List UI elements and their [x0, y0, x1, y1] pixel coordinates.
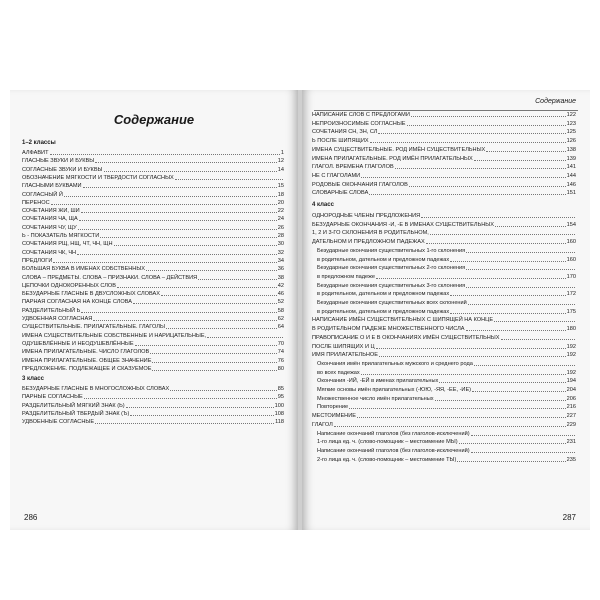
toc-entry[interactable] — [312, 439, 576, 445]
dot-leader — [126, 407, 274, 408]
toc-entry-label: ОДНОРОДНЫЕ ЧЛЕНЫ ПРЕДЛОЖЕНИЯ — [312, 213, 421, 219]
toc-entry-label: Безударные окончания существительных всех склонений — [317, 300, 467, 306]
toc-entry-label: ПОСЛЕ ШИПЯЩИХ И Ц — [312, 343, 375, 350]
toc-entry-label: СЛОВА – ПРЕДМЕТЫ. СЛОВА – ПРИЗНАКИ. СЛОВА – ДЕЙСТВИЯ — [22, 274, 198, 281]
toc-entry[interactable] — [312, 248, 576, 254]
toc-entry-label: ПАРНАЯ СОГЛАСНАЯ НА КОНЦЕ СЛОВА — [22, 299, 132, 306]
toc-entry-label: СОЧЕТАНИЯ ЧУ, ЩУ — [22, 224, 77, 231]
toc-entry-label: в родительном, дательном и предложном падежах — [317, 308, 450, 315]
toc-entry-label: НЕПРОИЗНОСИМЫЕ СОГЛАСНЫЕ — [312, 120, 406, 127]
toc-entry-page: 108 — [274, 411, 284, 417]
dot-leader — [495, 226, 566, 227]
dot-leader — [450, 295, 566, 296]
dot-leader — [426, 243, 566, 244]
dot-leader — [379, 356, 566, 357]
toc-entry-page: 95 — [277, 394, 284, 401]
dot-leader — [361, 374, 566, 375]
page-number-left: 286 — [24, 513, 38, 522]
toc-entry[interactable] — [22, 283, 284, 289]
toc-entry[interactable] — [22, 308, 284, 314]
toc-entry-page: 42 — [277, 282, 284, 289]
toc-entry-page: 46 — [277, 291, 284, 298]
toc-entry[interactable] — [22, 192, 284, 198]
dot-leader — [421, 217, 575, 218]
dot-leader — [450, 313, 566, 314]
toc-entry-label: АЛФАВИТ — [22, 150, 49, 156]
toc-entry-page: 76 — [277, 357, 284, 364]
toc-entry-label: В РОДИТЕЛЬНОМ ПАДЕЖЕ МНОЖЕСТВЕННОГО ЧИСЛА — [312, 326, 465, 333]
toc-entry-page: 85 — [277, 386, 284, 393]
toc-entry[interactable] — [22, 386, 284, 392]
dot-leader — [474, 160, 566, 161]
dot-leader — [146, 270, 277, 271]
toc-entry-page: 229 — [566, 421, 576, 428]
toc-entry-page: 192 — [566, 352, 576, 359]
toc-entry-label: Окончания -ИЙ, -ЕЙ в именах прилагательных — [317, 378, 439, 385]
toc-entry-label: в родительном, дательном и предложном падежах — [317, 256, 450, 263]
dot-leader — [370, 142, 566, 143]
toc-entry-page: 80 — [277, 365, 284, 372]
toc-entry[interactable] — [22, 419, 284, 425]
toc-entry[interactable] — [312, 387, 576, 393]
toc-entry-label: Безударные окончания существительных 2-го склонения — [317, 265, 466, 272]
dot-leader — [170, 390, 277, 391]
toc-entry-page: 70 — [277, 340, 284, 347]
toc-entry[interactable] — [312, 283, 576, 289]
toc-entry-page: 151 — [566, 190, 576, 197]
toc-entry-page: 64 — [277, 324, 284, 331]
toc-entry-label: Множественное число имён прилагательных — [317, 395, 434, 402]
toc-entry-page: 18 — [277, 191, 284, 198]
toc-entry-label: ОДУШЕВЛЁННЫЕ И НЕОДУШЕВЛЁННЫЕ — [22, 340, 134, 347]
toc-entry[interactable] — [22, 266, 284, 272]
toc-entry-label: ИМЕНА ПРИЛАГАТЕЛЬНЫЕ. ОБЩЕЕ ЗНАЧЕНИЕ — [22, 357, 152, 364]
toc-entry-page: 216 — [566, 404, 576, 411]
toc-entry-label: 1-го лица ед. ч. (слово-помощник – местоимение МЫ) — [317, 439, 458, 446]
toc-entry[interactable] — [312, 265, 576, 271]
section-heading: 4 класс — [312, 202, 334, 208]
toc-entry-page: 30 — [277, 241, 284, 248]
toc-entry-page: 192 — [566, 369, 576, 376]
dot-leader — [83, 187, 277, 188]
toc-entry[interactable] — [312, 309, 576, 315]
toc-entry-label: ИМЕНА СУЩЕСТВИТЕЛЬНЫЕ. РОД ИМЁН СУЩЕСТВИТЕЛЬНЫХ — [312, 146, 486, 153]
dot-leader — [95, 423, 274, 424]
dot-leader — [95, 162, 277, 163]
toc-entry-page: 32 — [277, 249, 284, 256]
toc-entry-label: БЕЗУДАРНЫЕ ГЛАСНЫЕ В МНОГОСЛОЖНЫХ СЛОВАХ — [22, 386, 170, 393]
toc-entry-label: ИМЕНА ПРИЛАГАТЕЛЬНЫЕ. ЧИСЛО ГЛАГОЛОВ — [22, 349, 150, 356]
toc-entry-label: 1, 2 И 3-ГО СКЛОНЕНИЯ В РОДИТЕЛЬНОМ, — [312, 230, 429, 237]
right-page — [302, 90, 590, 530]
toc-entry[interactable] — [22, 216, 284, 222]
toc-entry[interactable] — [312, 300, 576, 306]
toc-entry-label: СОЧЕТАНИЯ СН, ЗН, СЛ — [312, 129, 378, 136]
toc-entry[interactable] — [312, 378, 576, 384]
dot-leader — [207, 337, 283, 338]
dot-leader — [161, 295, 277, 296]
dot-leader — [198, 279, 277, 280]
toc-entry-page: 146 — [566, 181, 576, 188]
toc-entry-label: СУЩЕСТВИТЕЛЬНЫЕ. ПРИЛАГАТЕЛЬНЫЕ. ГЛАГОЛЫ — [22, 324, 165, 331]
toc-entry[interactable] — [22, 403, 284, 409]
toc-entry[interactable] — [312, 222, 576, 228]
dot-leader — [435, 400, 566, 401]
running-header: Содержание — [535, 98, 576, 105]
toc-entry-page: 194 — [566, 378, 576, 385]
toc-entry-label: СОЧЕТАНИЯ ЖИ, ШИ — [22, 208, 80, 215]
toc-entry-page: 170 — [566, 273, 576, 280]
toc-entry[interactable] — [22, 275, 284, 281]
toc-entry[interactable] — [22, 333, 284, 339]
dot-leader — [130, 415, 273, 416]
toc-entry[interactable] — [22, 291, 284, 297]
dot-leader — [114, 245, 277, 246]
toc-entry-label: ИМЕНА СУЩЕСТВИТЕЛЬНЫЕ СОБСТВЕННЫЕ И НАРИЦАТЕЛЬНЫЕ, — [22, 332, 207, 339]
dot-leader — [471, 452, 575, 453]
dot-leader — [459, 443, 566, 444]
toc-entry[interactable] — [22, 394, 284, 400]
toc-entry[interactable] — [312, 173, 576, 179]
toc-entry-label: СОГЛАСНЫЕ ЗВУКИ И БУКВЫ — [22, 166, 103, 173]
toc-entry[interactable] — [22, 208, 284, 214]
toc-entry-page: 74 — [277, 349, 284, 356]
toc-entry-label: ПАРНЫЕ СОГЛАСНЫЕ — [22, 394, 83, 401]
toc-entry-label: СОГЛАСНЫЙ Й — [22, 191, 63, 198]
toc-entry-page: 118 — [275, 419, 284, 426]
toc-entry[interactable] — [312, 121, 576, 127]
toc-entry[interactable] — [312, 164, 576, 170]
dot-leader — [150, 353, 277, 354]
toc-entry-label: ГЛАГОЛ. ВРЕМЕНА ГЛАГОЛОВ — [312, 164, 394, 171]
toc-entry[interactable] — [312, 404, 576, 410]
dot-leader — [117, 287, 277, 288]
toc-entry-label: Мягкие основы имён прилагательных (-ЮЮ, -ЯЯ, -ЕЕ, -ИЕ) — [317, 387, 472, 393]
toc-entry[interactable] — [312, 239, 576, 245]
toc-entry-label: ГЛАГОЛ — [312, 421, 333, 428]
dot-leader — [407, 125, 566, 126]
toc-entry[interactable] — [312, 291, 576, 297]
toc-entry-label: УДВОЕННЫЕ СОГЛАСНЫЕ — [22, 419, 95, 426]
dot-leader — [93, 320, 277, 321]
toc-entry[interactable] — [22, 241, 284, 247]
toc-entry-label: Безударные окончания существительных 1-го склонения — [317, 247, 466, 254]
toc-entry[interactable] — [312, 190, 576, 196]
toc-entry-label: СЛОВАРНЫЕ СЛОВА — [312, 190, 369, 197]
dot-leader — [78, 229, 277, 230]
toc-entry-label: 2-го лица ед. ч. (слово-помощник – местоимение ТЫ) — [317, 456, 457, 463]
toc-entry[interactable] — [312, 112, 576, 118]
dot-leader — [79, 220, 277, 221]
toc-entry-label: Повторение — [317, 404, 349, 411]
toc-entry[interactable] — [312, 129, 576, 135]
toc-entry-label: РАЗДЕЛИТЕЛЬНЫЙ МЯГКИЙ ЗНАК (Ь) — [22, 402, 125, 409]
toc-entry[interactable] — [22, 233, 284, 239]
page-number-right: 287 — [562, 513, 576, 522]
dot-leader — [486, 151, 565, 152]
dot-leader — [439, 382, 565, 383]
toc-entry-page: 100 — [274, 402, 284, 409]
dot-leader — [50, 154, 280, 155]
toc-entry[interactable] — [22, 225, 284, 231]
dot-leader — [175, 179, 283, 180]
dot-leader — [357, 417, 566, 418]
dot-leader — [152, 370, 276, 371]
toc-entry-page: 235 — [566, 456, 576, 463]
toc-entry[interactable] — [22, 175, 284, 181]
dot-leader — [133, 303, 277, 304]
toc-entry[interactable] — [312, 361, 576, 367]
toc-entry[interactable] — [22, 299, 284, 305]
toc-entry-page: 192 — [566, 343, 576, 350]
toc-entry-page: 15 — [277, 183, 284, 190]
dot-leader — [501, 339, 576, 340]
toc-entry[interactable] — [312, 352, 576, 358]
dot-leader — [361, 177, 566, 178]
toc-entry[interactable] — [22, 316, 284, 322]
toc-entry[interactable] — [22, 150, 284, 156]
toc-entry-page: 38 — [277, 274, 284, 281]
toc-entry[interactable] — [312, 182, 576, 188]
toc-entry-page: 172 — [566, 291, 576, 298]
toc-entry-page: 22 — [277, 208, 284, 215]
toc-entry-label: ПРЕДЛОГИ — [22, 257, 53, 264]
toc-entry-page: 154 — [566, 221, 576, 228]
toc-entry-label: СОЧЕТАНИЯ ЧК, ЧН — [22, 249, 77, 256]
toc-entry-label: ПРЕДЛОЖЕНИЕ. ПОДЛЕЖАЩЕЕ И СКАЗУЕМОЕ — [22, 365, 152, 372]
dot-leader — [466, 269, 575, 270]
toc-entry-label: НАПИСАНИЕ СЛОВ С ПРЕДЛОГАМИ — [312, 112, 410, 118]
toc-entry-page: 160 — [566, 256, 576, 263]
toc-entry-page: 126 — [566, 138, 576, 145]
dot-leader — [376, 278, 566, 279]
toc-entry[interactable] — [22, 158, 284, 164]
toc-entry[interactable] — [312, 138, 576, 144]
toc-entry-label: ПРАВОПИСАНИЕ О И Е В ОКОНЧАНИЯХ ИМЁН СУЩЕСТВИТЕЛЬНЫХ — [312, 334, 500, 341]
toc-entry-page: 36 — [277, 266, 284, 273]
toc-entry[interactable] — [22, 258, 284, 264]
toc-entry-page: 204 — [566, 387, 576, 393]
dot-leader — [334, 426, 566, 427]
toc-entry[interactable] — [22, 358, 284, 364]
dot-leader — [468, 304, 575, 305]
toc-entry-page: 139 — [566, 155, 576, 162]
toc-entry[interactable] — [312, 326, 576, 332]
toc-entry-label: БЕЗУДАРНЫЕ ОКОНЧАНИЯ -И, -Е В ИМЕНАХ СУЩЕСТВИТЕЛЬНЫХ — [312, 221, 494, 228]
dot-leader — [64, 196, 277, 197]
toc-entry-label: УДВОЕННАЯ СОГЛАСНАЯ — [22, 316, 93, 322]
toc-entry-label: БОЛЬШАЯ БУКВА В ИМЕНАХ СОБСТВЕННЫХ — [22, 266, 145, 273]
page-title: Содержание — [113, 112, 195, 127]
toc-entry-page: 144 — [566, 172, 576, 179]
toc-entry[interactable] — [312, 344, 576, 350]
dot-leader — [457, 461, 565, 462]
dot-leader — [81, 312, 276, 313]
toc-entry-label: РОДОВЫЕ ОКОНЧАНИЯ ГЛАГОЛОВ — [312, 181, 408, 188]
toc-entry-page: 141 — [566, 164, 576, 171]
toc-entry-page: 180 — [566, 326, 576, 333]
toc-entry-label: ЦЕПОЧКИ ОДНОКОРЕННЫХ СЛОВ — [22, 282, 117, 289]
toc-entry-page: 1 — [280, 150, 284, 156]
toc-entry-label: РАЗДЕЛИТЕЛЬНЫЙ Ь — [22, 307, 81, 314]
dot-leader — [53, 262, 276, 263]
toc-entry-label: в родительном, дательном и предложном падежах — [317, 291, 450, 298]
toc-entry-label: СОЧЕТАНИЯ ЧА, ЩА — [22, 216, 78, 223]
toc-entry-label: ИМЯ ПРИЛАГАТЕЛЬНОЕ — [312, 352, 379, 359]
toc-entry-label: ОБОЗНАЧЕНИЕ МЯГКОСТИ И ТВЕРДОСТИ СОГЛАСНЫХ — [22, 174, 174, 181]
toc-entry-label: Написание окончаний глаголов (без глаголов-исключений) — [317, 430, 470, 437]
dot-leader — [450, 261, 566, 262]
dot-leader — [494, 321, 575, 322]
toc-entry-label: Ь ПОСЛЕ ШИПЯЩИХ — [312, 138, 369, 145]
dot-leader — [51, 204, 277, 205]
open-book — [10, 90, 590, 530]
toc-entry-label: Написание окончаний глаголов (без глаголов-исключений) — [317, 447, 470, 454]
toc-entry-page: 20 — [277, 199, 284, 206]
toc-entry-label: МЕСТОИМЕНИЕ — [312, 413, 356, 420]
dot-leader — [135, 345, 277, 346]
toc-entry-label: во всех падежах — [317, 369, 360, 376]
toc-entry[interactable] — [22, 183, 284, 189]
toc-entry-page: 58 — [277, 307, 284, 314]
toc-entry[interactable] — [312, 448, 576, 454]
toc-entry-label: в предложном падеже — [317, 273, 375, 280]
toc-entry-page: 227 — [566, 413, 576, 420]
dot-leader — [376, 348, 566, 349]
toc-entry-label: НАПИСАНИЕ ИМЁН СУЩЕСТВИТЕЛЬНЫХ С ШИПЯЩЕЙ НА КОНЦЕ — [312, 317, 494, 324]
dot-leader — [409, 186, 566, 187]
header-rule — [314, 110, 578, 111]
toc-entry[interactable] — [312, 213, 576, 219]
toc-entry-page: 122 — [566, 112, 576, 118]
dot-leader — [472, 391, 566, 392]
toc-entry-page: 28 — [277, 233, 284, 239]
toc-entry-label: Ь - ПОКАЗАТЕЛЬ МЯГКОСТИ — [22, 233, 100, 239]
toc-entry-page: 160 — [566, 239, 576, 246]
toc-entry[interactable] — [312, 457, 576, 463]
toc-entry[interactable] — [312, 413, 576, 419]
toc-entry-page: 175 — [566, 308, 576, 315]
dot-leader — [104, 171, 277, 172]
toc-entry[interactable] — [312, 147, 576, 153]
toc-entry[interactable] — [312, 431, 576, 437]
toc-entry-label: СОЧЕТАНИЯ РЩ, НЩ, ЧТ, ЧН, ЩН — [22, 241, 113, 248]
dot-leader — [395, 168, 566, 169]
toc-entry-label: НЕ С ГЛАГОЛАМИ — [312, 172, 361, 179]
toc-entry[interactable] — [22, 411, 284, 417]
toc-entry[interactable] — [312, 156, 576, 162]
section-heading: 1–2 классы — [22, 140, 56, 146]
dot-leader — [100, 237, 277, 238]
toc-entry-label: ГЛАСНЫЕ ЗВУКИ И БУКВЫ — [22, 158, 95, 165]
toc-entry-label: ИМЕНА ПРИЛАГАТЕЛЬНЫЕ. РОД ИМЁН ПРИЛАГАТЕЛЬНЫХ — [312, 155, 473, 162]
toc-entry-page: 14 — [277, 166, 284, 173]
toc-entry-page: 138 — [566, 146, 576, 153]
dot-leader — [411, 116, 566, 117]
left-page — [10, 90, 298, 530]
dot-leader — [77, 254, 277, 255]
toc-entry[interactable] — [22, 366, 284, 372]
dot-leader — [84, 398, 277, 399]
dot-leader — [166, 328, 277, 329]
toc-entry[interactable] — [312, 396, 576, 402]
toc-entry-page: 34 — [277, 257, 284, 264]
section-heading: 3 класс — [22, 376, 44, 383]
dot-leader — [81, 212, 277, 213]
toc-entry-page: 26 — [277, 224, 284, 231]
dot-leader — [430, 234, 575, 235]
toc-entry[interactable] — [22, 324, 284, 330]
dot-leader — [349, 408, 566, 409]
dot-leader — [466, 287, 575, 288]
toc-entry-label: БЕЗУДАРНЫЕ ГЛАСНЫЕ В ДВУСЛОЖНЫХ СЛОВАХ — [22, 291, 160, 298]
toc-entry-label: РАЗДЕЛИТЕЛЬНЫЙ ТВЕРДЫЙ ЗНАК (Ъ) — [22, 411, 130, 417]
dot-leader — [466, 252, 575, 253]
dot-leader — [474, 365, 575, 366]
toc-entry[interactable] — [312, 335, 576, 341]
toc-entry-page: 206 — [566, 395, 576, 402]
toc-entry-label: Окончания имён прилагательных мужского и среднего рода — [317, 360, 473, 367]
toc-entry-page: 231 — [566, 439, 576, 446]
toc-entry-label: ПЕРЕНОС — [22, 199, 50, 206]
toc-entry[interactable] — [22, 349, 284, 355]
toc-entry-page: 52 — [277, 299, 284, 306]
toc-entry-page: 123 — [566, 120, 576, 127]
toc-entry-page: 24 — [277, 216, 284, 223]
toc-entry-label: ГЛАСНЫМИ БУКВАМИ — [22, 183, 82, 190]
toc-entry[interactable] — [312, 274, 576, 280]
toc-entry[interactable] — [312, 257, 576, 263]
dot-leader — [471, 435, 575, 436]
toc-entry[interactable] — [312, 370, 576, 376]
toc-entry[interactable] — [22, 341, 284, 347]
dot-leader — [369, 194, 565, 195]
toc-entry[interactable] — [22, 250, 284, 256]
toc-entry[interactable] — [22, 200, 284, 206]
dot-leader — [466, 330, 566, 331]
toc-entry-label: Безударные окончания существительных 3-го склонения — [317, 282, 466, 289]
toc-entry-page: 12 — [277, 158, 284, 165]
toc-entry-page: 125 — [566, 129, 576, 136]
toc-entry[interactable] — [22, 167, 284, 173]
toc-entry[interactable] — [312, 422, 576, 428]
dot-leader — [378, 133, 565, 134]
toc-entry-page: 62 — [277, 316, 284, 322]
toc-entry-label: ДАТЕЛЬНОМ И ПРЕДЛОЖНОМ ПАДЕЖАХ — [312, 239, 425, 246]
toc-entry[interactable] — [312, 230, 576, 236]
dot-leader — [152, 362, 276, 363]
toc-entry[interactable] — [312, 317, 576, 323]
